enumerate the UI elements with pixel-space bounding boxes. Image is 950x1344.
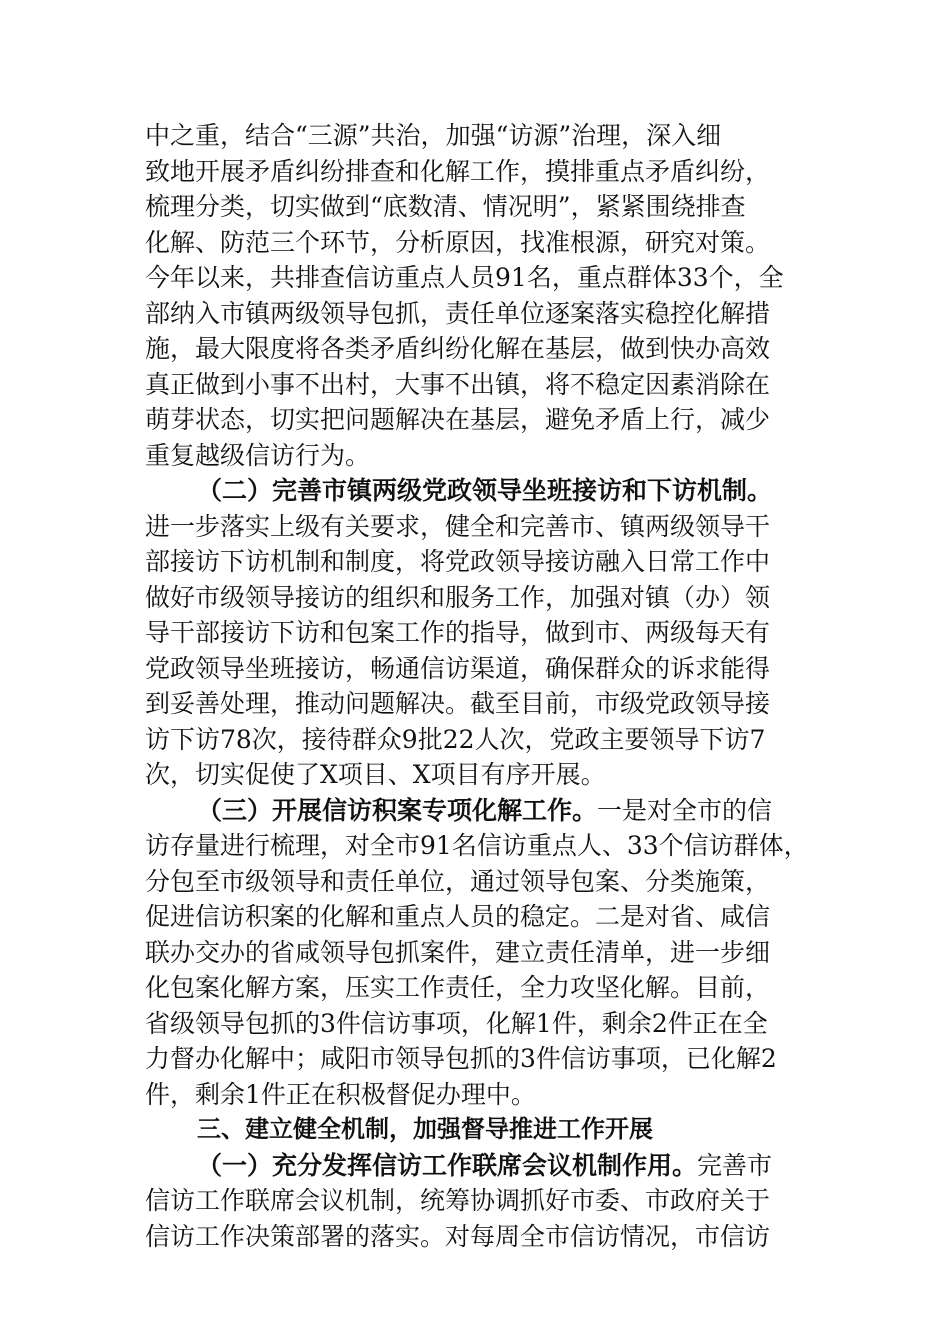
text-line: 真正做到小事不出村，大事不出镇，将不稳定因素消除在 [145,369,771,399]
document-page [145,118,809,1254]
text-line: 到妥善处理，推动问题解决。截至目前，市级党政领导接 [145,689,771,718]
section-first-line [145,793,805,829]
text-line: 访下访78次，接待群众9批22人次，党政主要领导下访7 [145,724,766,754]
text-line: 致地开展矛盾纠纷排查和化解工作，摸排重点矛盾纠纷， [145,156,771,186]
text-line: 部纳入市镇两级领导包抓，责任单位逐案落实稳控化解措 [145,298,771,328]
text-line: 联办交办的省咸领导包抓案件，建立责任清单，进一步细 [145,937,771,967]
text-line: 党政领导坐班接访，畅通信访渠道，确保群众的诉求能得 [145,653,771,683]
chapter-heading: 三、建立健全机制，加强督导推进工作开展 [197,1115,653,1143]
text-line: 做好市级领导接访的组织和服务工作，加强对镇（办）领 [145,582,771,612]
text-line: 信访工作决策部署的落实。对每周全市信访情况，市信访 [145,1221,771,1251]
text-line: 省级领导包抓的3件信访事项，化解1件，剩余2件正在全 [145,1008,768,1038]
section-text: 完善市 [697,1150,773,1180]
paragraph-3 [145,793,809,1113]
text-line: 今年以来，共排查信访重点人员91名，重点群体33个，全 [145,263,784,292]
text-line: 中之重，结合“三源”共治，加强“访源”治理，深入细 [145,121,722,150]
section-first-line [145,1148,805,1184]
paragraph-1 [145,118,805,473]
text-line: 重复越级信访行为。 [145,440,371,470]
paragraph-2 [145,473,805,793]
text-line: 梳理分类，切实做到“底数清、情况明”，紧紧围绕排查 [145,192,746,221]
text-line: 萌芽状态，切实把问题解决在基层，避免矛盾上行，减少 [145,405,771,434]
section-title: （二）完善市镇两级党政领导坐班接访和下访机制。 [197,476,773,505]
text-line: 促进信访积案的化解和重点人员的稳定。二是对省、咸信 [145,902,771,931]
text-line: 进一步落实上级有关要求，健全和完善市、镇两级领导干 [145,511,771,541]
text-line: 件，剩余1件正在积极督促办理中。 [145,1079,536,1109]
text-line: 部接访下访机制和制度，将党政领导接访融入日常工作中 [145,547,771,576]
text-line: 分包至市级领导和责任单位，通过领导包案、分类施策， [145,866,771,896]
text-line: 化包案化解方案，压实工作责任，全力攻坚化解。目前， [145,973,771,1002]
text-line: 次，切实促使了X项目、X项目有序开展。 [145,760,606,789]
text-line: 导干部接访下访和包案工作的指导，做到市、两级每天有 [145,618,771,647]
paragraph-4 [145,1148,805,1255]
text-line: 力督办化解中；咸阳市领导包抓的3件信访事项，已化解2 [145,1044,777,1073]
text-line: 化解、防范三个环节，分析原因，找准根源，研究对策。 [145,227,771,257]
section-title: （三）开展信访积案专项化解工作。 [197,795,598,825]
text-line: 访存量进行梳理，对全市91名信访重点人、33个信访群体， [145,831,809,860]
text-line: 施，最大限度将各类矛盾纠纷化解在基层，做到快办高效 [145,334,771,363]
section-title: （一）充分发挥信访工作联席会议机制作用。 [197,1150,698,1180]
text-line: 信访工作联席会议机制，统筹协调抓好市委、市政府关于 [145,1186,771,1215]
section-text: 一是对全市的信 [597,795,773,825]
